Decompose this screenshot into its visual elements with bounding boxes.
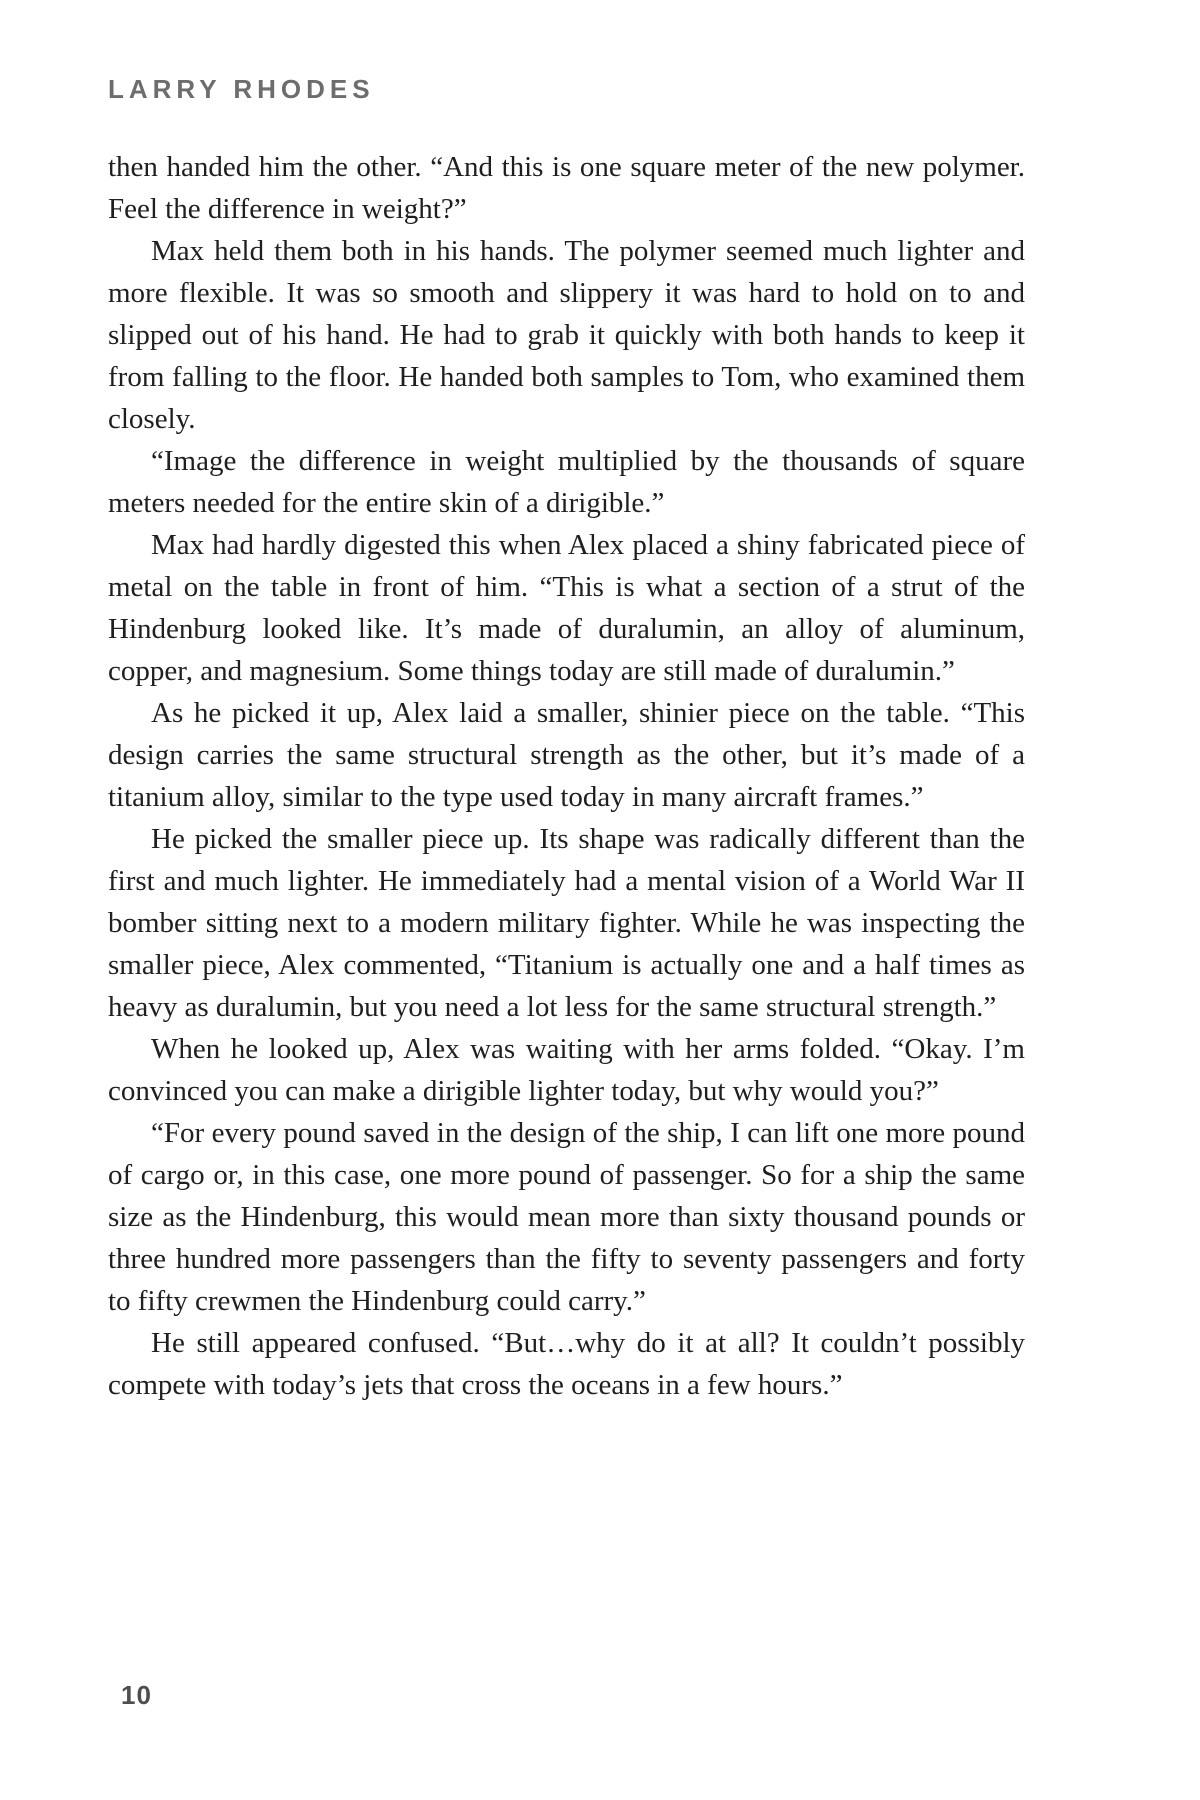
- author-running-header: LARRY RHODES: [108, 74, 375, 104]
- paragraph: Max held them both in his hands. The polymer seemed much lighter and more flexible. It was so smooth and slippery it was hard to hold on to and slipped out of his hand. He had to grab it quickly with both hands to keep it from falling to the floor. He handed both samples to Tom, who examined them closely.: [108, 235, 1025, 435]
- paragraph-continuation: then handed him the other. “And this is one square meter of the new polymer. Feel the difference in weight?”: [108, 151, 1025, 225]
- body-text-block: [108, 146, 1025, 1406]
- paragraph: He picked the smaller piece up. Its shape was radically different than the first and much lighter. He immediately had a mental vision of a World War II bomber sitting next to a modern military fighter. While he was inspecting the smaller piece, Alex commented, “Titanium is actually one and a half times as heavy as duralumin, but you need a lot less for the same structural strength.”: [108, 823, 1025, 1023]
- page-number: 10: [121, 1680, 152, 1710]
- paragraph: Max had hardly digested this when Alex placed a shiny fabricated piece of metal on the table in front of him. “This is what a section of a strut of the Hindenburg looked like. It’s made of duralumin, an alloy of aluminum, copper, and magnesium. Some things today are still made of duralumin.”: [108, 529, 1025, 687]
- paragraph: As he picked it up, Alex laid a smaller, shinier piece on the table. “This design carries the same structural strength as the other, but it’s made of a titanium alloy, similar to the type used today in many aircraft frames.”: [108, 697, 1025, 813]
- paragraph: He still appeared confused. “But…why do it at all? It couldn’t possibly compete with today’s jets that cross the oceans in a few hours.”: [108, 1327, 1025, 1401]
- paragraph: When he looked up, Alex was waiting with her arms folded. “Okay. I’m convinced you can make a dirigible lighter today, but why would you?”: [108, 1033, 1025, 1107]
- paragraph: “For every pound saved in the design of the ship, I can lift one more pound of cargo or, in this case, one more pound of passenger. So for a ship the same size as the Hindenburg, this would mean more than sixty thousand pounds or three hundred more passengers than the fifty to seventy passengers and forty to fifty crewmen the Hindenburg could carry.”: [108, 1117, 1025, 1317]
- paragraph: “Image the difference in weight multiplied by the thousands of square meters needed for the entire skin of a dirigible.”: [108, 445, 1025, 519]
